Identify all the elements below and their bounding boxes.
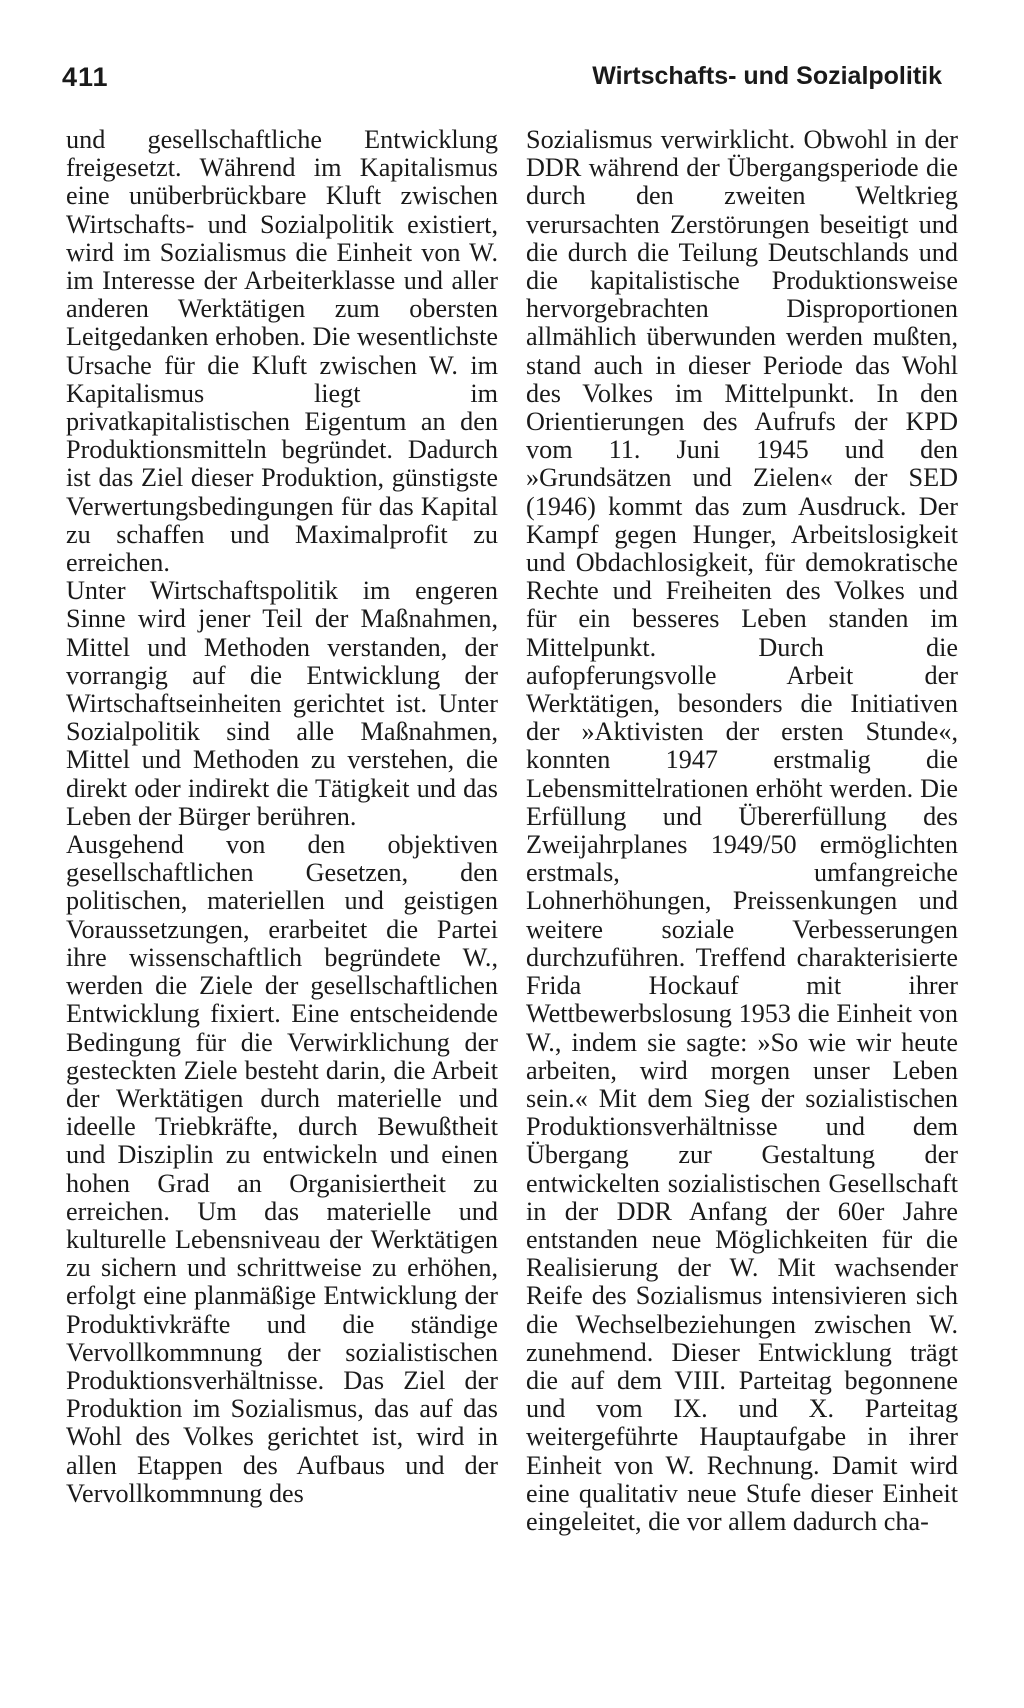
page-header xyxy=(62,62,942,102)
paragraph: Unter Wirtschaftspolitik im engeren Sinne wird jener Teil der Maßnahmen, Mittel und Methoden verstanden, der vorrangig auf die Entwicklung der Wirtschaftseinheiten gerichtet ist. Unter Sozialpolitik sind alle Maßnahmen, Mittel und Methoden zu verstehen, die direkt oder indirekt die Tätigkeit und das Leben der Bürger berühren. xyxy=(66,576,498,831)
paragraph: und gesellschaftliche Entwicklung freigesetzt. Während im Kapitalismus eine unüberbrückbare Kluft zwischen Wirtschafts- und Sozialpolitik existiert, wird im Sozialismus die Einheit von W. im Interesse der Arbeiterklasse und aller anderen Werktätigen zum obersten Leitgedanken erhoben. Die wesentlichste Ursache für die Kluft zwischen W. im Kapitalismus liegt im privatkapitalistischen Eigentum an den Produktionsmitteln begründet. Dadurch ist das Ziel dieser Produktion, günstigste Verwertungsbedingungen für das Kapital zu schaffen und Maximalprofit zu erreichen. xyxy=(66,125,498,578)
right-column xyxy=(526,126,958,1536)
paragraph: Sozialismus verwirklicht. Obwohl in der DDR während der Übergangsperiode die durch den zweiten Weltkrieg verursachten Zerstörungen beseitigt und die durch die Teilung Deutschlands und die kapitalistische Produktionsweise hervorgebrachten Disproportionen allmählich überwunden werden mußten, stand auch in dieser Periode das Wohl des Volkes im Mittelpunkt. In den Orientierungen des Aufrufs der KPD vom 11. Juni 1945 und den »Grundsätzen und Zielen« der SED (1946) kommt das zum Ausdruck. Der Kampf gegen Hunger, Arbeitslosigkeit und Obdachlosigkeit, für demokratische Rechte und Freiheiten des Volkes und für ein besseres Leben standen im Mittelpunkt. Durch die aufopferungsvolle Arbeit der Werktätigen, besonders die Initiativen der »Aktivisten der ersten Stunde«, konnten 1947 erstmalig die Lebensmittelrationen erhöht werden. Die Erfüllung und Übererfüllung des Zweijahrplanes 1949/50 ermöglichten erstmals, umfangreiche Lohnerhöhungen, Preissenkungen und weitere soziale Verbesserungen durchzuführen. Treffend charakterisierte Frida Hockauf mit ihrer Wettbewerbslosung 1953 die Einheit von W., indem sie sagte: »So wie wir heute arbeiten, wird morgen unser Leben sein.« Mit dem Sieg der sozialistischen Produktionsverhältnisse und dem Übergang zur Gestaltung der entwickelten sozialistischen Gesellschaft in der DDR Anfang der 60er Jahre entstanden neue Möglichkeiten für die Realisierung der W. Mit wachsender Reife des Sozialismus intensivieren sich die Wechselbeziehungen zwischen W. zunehmend. Dieser Entwicklung trägt die auf dem VIII. Parteitag begonnene und vom IX. und X. Parteitag weitergeführte Hauptaufgabe in ihrer Einheit von W. Rechnung. Damit wird eine qualitativ neue Stufe dieser Einheit eingeleitet, die vor allem dadurch cha- xyxy=(526,125,958,1536)
left-column xyxy=(66,126,498,1508)
running-head: Wirtschafts- und Sozialpolitik xyxy=(592,62,942,90)
page-number: 411 xyxy=(62,62,109,92)
paragraph: Ausgehend von den objektiven gesellschaftlichen Gesetzen, den politischen, materiellen und geistigen Voraussetzungen, erarbeitet die Partei ihre wissenschaftlich begründete W., werden die Ziele der gesellschaftlichen Entwicklung fixiert. Eine entscheidende Bedingung für die Verwirklichung der gesteckten Ziele besteht darin, die Arbeit der Werktätigen durch materielle und ideelle Triebkräfte, durch Bewußtheit und Disziplin zu entwickeln und einen hohen Grad an Organisiertheit zu erreichen. Um das materielle und kulturelle Lebensniveau der Werktätigen zu sichern und schrittweise zu erhöhen, erfolgt eine planmäßige Entwicklung der Produktivkräfte und die ständige Vervollkommnung der sozialistischen Produktionsverhältnisse. Das Ziel der Produktion im Sozialismus, das auf das Wohl des Volkes gerichtet ist, wird in allen Etappen des Aufbaus und der Vervollkommnung des xyxy=(66,830,498,1508)
